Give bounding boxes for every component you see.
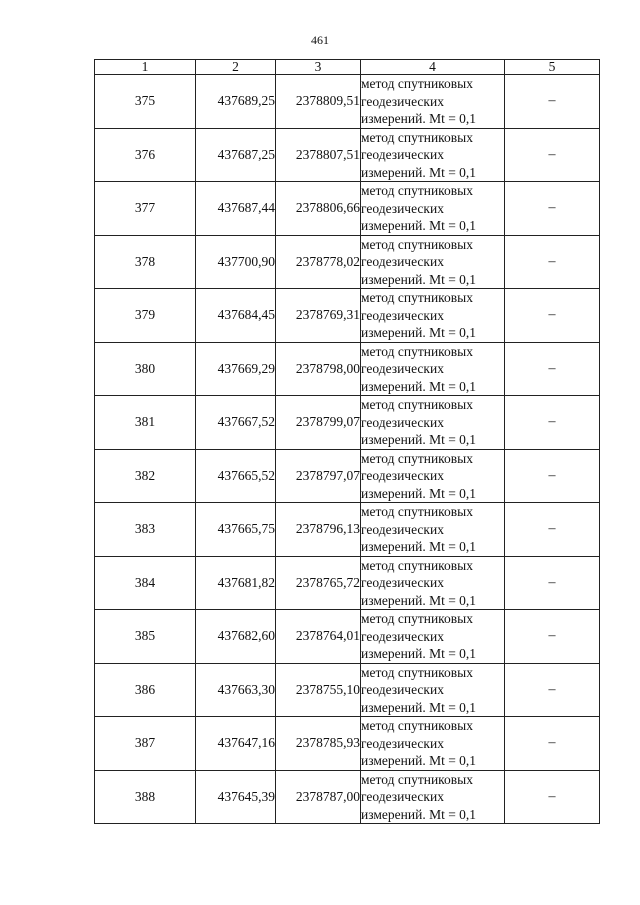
point-number-cell: 387 — [95, 717, 196, 771]
x-coordinate-cell: 437663,30 — [196, 663, 276, 717]
x-coordinate-cell: 437665,52 — [196, 449, 276, 503]
point-number-cell: 377 — [95, 182, 196, 236]
table-row — [95, 503, 600, 557]
method-line-3: измерений. Mt = 0,1 — [361, 432, 477, 447]
method-line-2: геодезических — [361, 307, 444, 323]
x-coordinate-cell: 437667,52 — [196, 396, 276, 450]
method-cell — [361, 663, 505, 717]
point-number-cell: 375 — [95, 75, 196, 129]
method-line-1: метод спутниковых — [361, 450, 473, 466]
method-line-3: измерений. Mt = 0,1 — [361, 111, 477, 126]
y-coordinate-cell: 2378799,07 — [276, 396, 361, 450]
method-cell — [361, 75, 505, 129]
description-cell: – — [505, 342, 600, 396]
point-number-cell: 376 — [95, 128, 196, 182]
x-coordinate-cell: 437687,25 — [196, 128, 276, 182]
description-cell: – — [505, 503, 600, 557]
table-row — [95, 556, 600, 610]
method-line-1: метод спутниковых — [361, 343, 473, 359]
table-row — [95, 663, 600, 717]
x-coordinate-cell: 437700,90 — [196, 235, 276, 289]
method-line-1: метод спутниковых — [361, 397, 473, 412]
x-coordinate-cell: 437684,45 — [196, 289, 276, 343]
point-number-cell: 382 — [95, 449, 196, 503]
table-row — [95, 235, 600, 289]
table-row — [95, 289, 600, 343]
header-col-3: 3 — [276, 60, 361, 75]
method-line-1: метод спутниковых — [361, 611, 473, 626]
method-line-2: геодезических — [361, 735, 444, 751]
method-line-2: геодезических — [361, 361, 444, 376]
y-coordinate-cell: 2378806,66 — [276, 182, 361, 236]
table-row — [95, 449, 600, 503]
x-coordinate-cell: 437689,25 — [196, 75, 276, 129]
description-cell: – — [505, 128, 600, 182]
point-number-cell: 379 — [95, 289, 196, 343]
method-cell — [361, 342, 505, 396]
method-cell — [361, 128, 505, 182]
x-coordinate-cell: 437681,82 — [196, 556, 276, 610]
method-line-1: метод спутниковых — [361, 290, 473, 305]
method-line-3: измерений. Mt = 0,1 — [361, 753, 477, 768]
method-line-1: метод спутниковых — [361, 236, 473, 252]
x-coordinate-cell: 437647,16 — [196, 717, 276, 771]
coordinates-table — [94, 59, 600, 824]
x-coordinate-cell: 437665,75 — [196, 503, 276, 557]
x-coordinate-cell: 437645,39 — [196, 770, 276, 824]
method-line-2: геодезических — [361, 468, 444, 483]
method-line-1: метод спутниковых — [361, 771, 473, 787]
method-line-3: измерений. Mt = 0,1 — [361, 164, 477, 180]
point-number-cell: 388 — [95, 770, 196, 824]
description-cell: – — [505, 556, 600, 610]
x-coordinate-cell: 437687,44 — [196, 182, 276, 236]
method-line-2: геодезических — [361, 575, 444, 590]
method-cell — [361, 610, 505, 664]
method-cell — [361, 770, 505, 824]
header-col-4: 4 — [361, 60, 505, 75]
method-line-2: геодезических — [361, 628, 444, 644]
method-line-1: метод спутниковых — [361, 718, 473, 733]
description-cell: – — [505, 717, 600, 771]
description-cell: – — [505, 610, 600, 664]
page-number: 461 — [311, 33, 329, 47]
method-line-3: измерений. Mt = 0,1 — [361, 325, 477, 340]
method-cell — [361, 182, 505, 236]
description-cell: – — [505, 235, 600, 289]
method-line-1: метод спутниковых — [361, 557, 473, 573]
description-cell: – — [505, 75, 600, 129]
y-coordinate-cell: 2378785,93 — [276, 717, 361, 771]
point-number-cell: 384 — [95, 556, 196, 610]
description-cell: – — [505, 449, 600, 503]
header-col-2: 2 — [196, 60, 276, 75]
method-line-2: геодезических — [361, 200, 444, 216]
point-number-cell: 385 — [95, 610, 196, 664]
method-line-2: геодезических — [361, 414, 444, 430]
method-cell — [361, 717, 505, 771]
method-line-3: измерений. Mt = 0,1 — [361, 806, 477, 822]
table-row — [95, 342, 600, 396]
method-line-2: геодезических — [361, 682, 444, 697]
method-cell — [361, 289, 505, 343]
method-line-3: измерений. Mt = 0,1 — [361, 539, 477, 554]
method-line-1: метод спутниковых — [361, 129, 473, 145]
description-cell: – — [505, 396, 600, 450]
point-number-cell: 380 — [95, 342, 196, 396]
table-row — [95, 610, 600, 664]
header-col-1: 1 — [95, 60, 196, 75]
method-line-1: метод спутниковых — [361, 504, 473, 519]
method-line-3: измерений. Mt = 0,1 — [361, 592, 477, 608]
method-line-2: геодезических — [361, 147, 444, 162]
method-line-3: измерений. Mt = 0,1 — [361, 378, 477, 394]
table-row — [95, 128, 600, 182]
y-coordinate-cell: 2378807,51 — [276, 128, 361, 182]
y-coordinate-cell: 2378798,00 — [276, 342, 361, 396]
x-coordinate-cell: 437669,29 — [196, 342, 276, 396]
method-cell — [361, 396, 505, 450]
description-cell: – — [505, 182, 600, 236]
point-number-cell: 386 — [95, 663, 196, 717]
method-line-3: измерений. Mt = 0,1 — [361, 218, 477, 233]
method-line-2: геодезических — [361, 521, 444, 537]
table-header-row — [95, 60, 600, 75]
y-coordinate-cell: 2378778,02 — [276, 235, 361, 289]
method-line-3: измерений. Mt = 0,1 — [361, 646, 477, 661]
table-row — [95, 75, 600, 129]
method-cell — [361, 449, 505, 503]
y-coordinate-cell: 2378787,00 — [276, 770, 361, 824]
table-row — [95, 770, 600, 824]
point-number-cell: 383 — [95, 503, 196, 557]
method-line-1: метод спутниковых — [361, 76, 473, 91]
method-cell — [361, 503, 505, 557]
description-cell: – — [505, 663, 600, 717]
method-line-3: измерений. Mt = 0,1 — [361, 485, 477, 501]
method-line-2: геодезических — [361, 93, 444, 109]
method-cell — [361, 235, 505, 289]
method-line-3: измерений. Mt = 0,1 — [361, 699, 477, 715]
y-coordinate-cell: 2378769,31 — [276, 289, 361, 343]
point-number-cell: 378 — [95, 235, 196, 289]
method-line-2: геодезических — [361, 254, 444, 269]
x-coordinate-cell: 437682,60 — [196, 610, 276, 664]
description-cell: – — [505, 770, 600, 824]
y-coordinate-cell: 2378755,10 — [276, 663, 361, 717]
y-coordinate-cell: 2378797,07 — [276, 449, 361, 503]
y-coordinate-cell: 2378809,51 — [276, 75, 361, 129]
method-line-1: метод спутниковых — [361, 664, 473, 680]
header-col-5: 5 — [505, 60, 600, 75]
y-coordinate-cell: 2378764,01 — [276, 610, 361, 664]
y-coordinate-cell: 2378796,13 — [276, 503, 361, 557]
method-line-1: метод спутниковых — [361, 183, 473, 198]
table-row — [95, 182, 600, 236]
method-line-2: геодезических — [361, 789, 444, 804]
method-line-3: измерений. Mt = 0,1 — [361, 271, 477, 287]
point-number-cell: 381 — [95, 396, 196, 450]
table-body — [95, 75, 600, 824]
y-coordinate-cell: 2378765,72 — [276, 556, 361, 610]
method-cell — [361, 556, 505, 610]
table-row — [95, 717, 600, 771]
description-cell: – — [505, 289, 600, 343]
table-row — [95, 396, 600, 450]
